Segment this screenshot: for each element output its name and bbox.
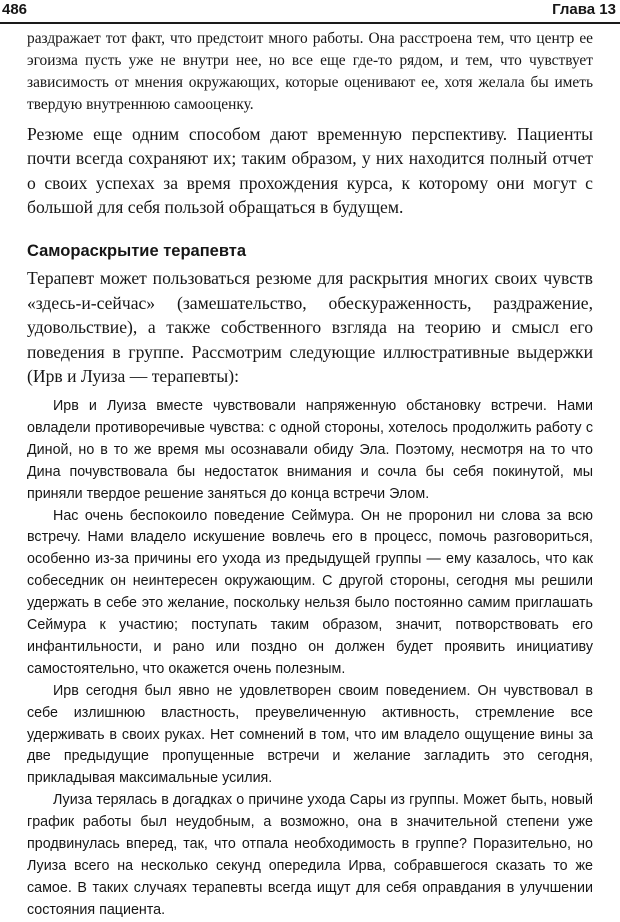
section-heading: Самораскрытие терапевта (27, 242, 247, 260)
excerpt-paragraph: Ирв и Луиза вместе чувствовали напряженную обстановку встречи. Нами овладели противоречивые чувства: с одной стороны, хотелось продолжить работу с Диной, но в то же время мы осознавали обиду Эла. Поэтому, несмотря на то что Дина почувствовала бы недостаток внимания и сочла бы себя покинутой, мы приняли твердое решение заняться до конца встречи Элом. (27, 397, 593, 502)
excerpt-paragraph: Нас очень беспокоило поведение Сеймура. Он не проронил ни слова за всю встречу. Нами владело искушение вовлечь его в процесс, помочь разговориться, особенно из-за причины его ухода из предыдущей группы — ему казалось, что как собеседник он неинтересен окружающим. С другой стороны, сегодня мы решили удержать в себе это желание, поскольку нельзя было постоянно самим приглашать Сеймура к участию; поступать таким образом, значит, потворствовать его инфантильности, и рано или поздно он должен будет проявить инициативу самостоятельно, что окажется очень полезным. (27, 507, 593, 677)
paragraph-summary-perspective: Резюме еще одним способом дают временную перспективу. Пациенты почти всегда сохраняют их; таким образом, у них находится полный отчет о своих успехах за время прохождения курса, к которому они могут с большой для себя пользой обращаться в будущем. (27, 123, 593, 218)
excerpt-paragraph: Ирв сегодня был явно не удовлетворен своим поведением. Он чувствовал в себе излишнюю властность, преувеличенную активность, стремление все удерживать в своих руках. Нет сомнений в том, что им владело ощущение вины за две предыдущие пропущенные встречи и желание загладить это сегодня, прикладывая максимальные усилия. (27, 682, 593, 787)
paragraph-continuation: раздражает тот факт, что предстоит много работы. Она расстроена тем, что центр ее эгоизма пусть уже не внутри нее, но все еще где-то рядом, и тем, что чувствует зависимость от мнения окружающих, которые оценивают ее, хотя желала бы иметь твердую внутреннюю самооценку. (27, 30, 593, 113)
page-body (27, 28, 593, 922)
illustrative-excerpts (27, 396, 593, 922)
page-header (0, 0, 620, 22)
page-number: 486 (2, 1, 28, 18)
chapter-title: Глава 13 (552, 1, 616, 18)
paragraph-therapist-disclosure: Терапевт может пользоваться резюме для раскрытия многих своих чувств «здесь-и-сейчас» (замешательство, обескураженность, раздражение, удовольствие), а также собственного взгляда на теорию и смысл его поведения в группе. Рассмотрим следующие иллюстративные выдержки (Ирв и Луиза — терапевты): (27, 268, 593, 387)
excerpt-paragraph: Луиза терялась в догадках о причине ухода Сары из группы. Может быть, новый график работы был неудобным, а возможно, она в значительной степени уже продвинулась вперед, так, что отпала необходимость в группе? Поразительно, но Луиза всего на несколько секунд опередила Ирва, собравшегося сказать то же самое. В таких случаях терапевты всегда ищут для себя оправдания в улучшении состояния пациента. (27, 792, 593, 918)
header-rule (0, 22, 620, 24)
